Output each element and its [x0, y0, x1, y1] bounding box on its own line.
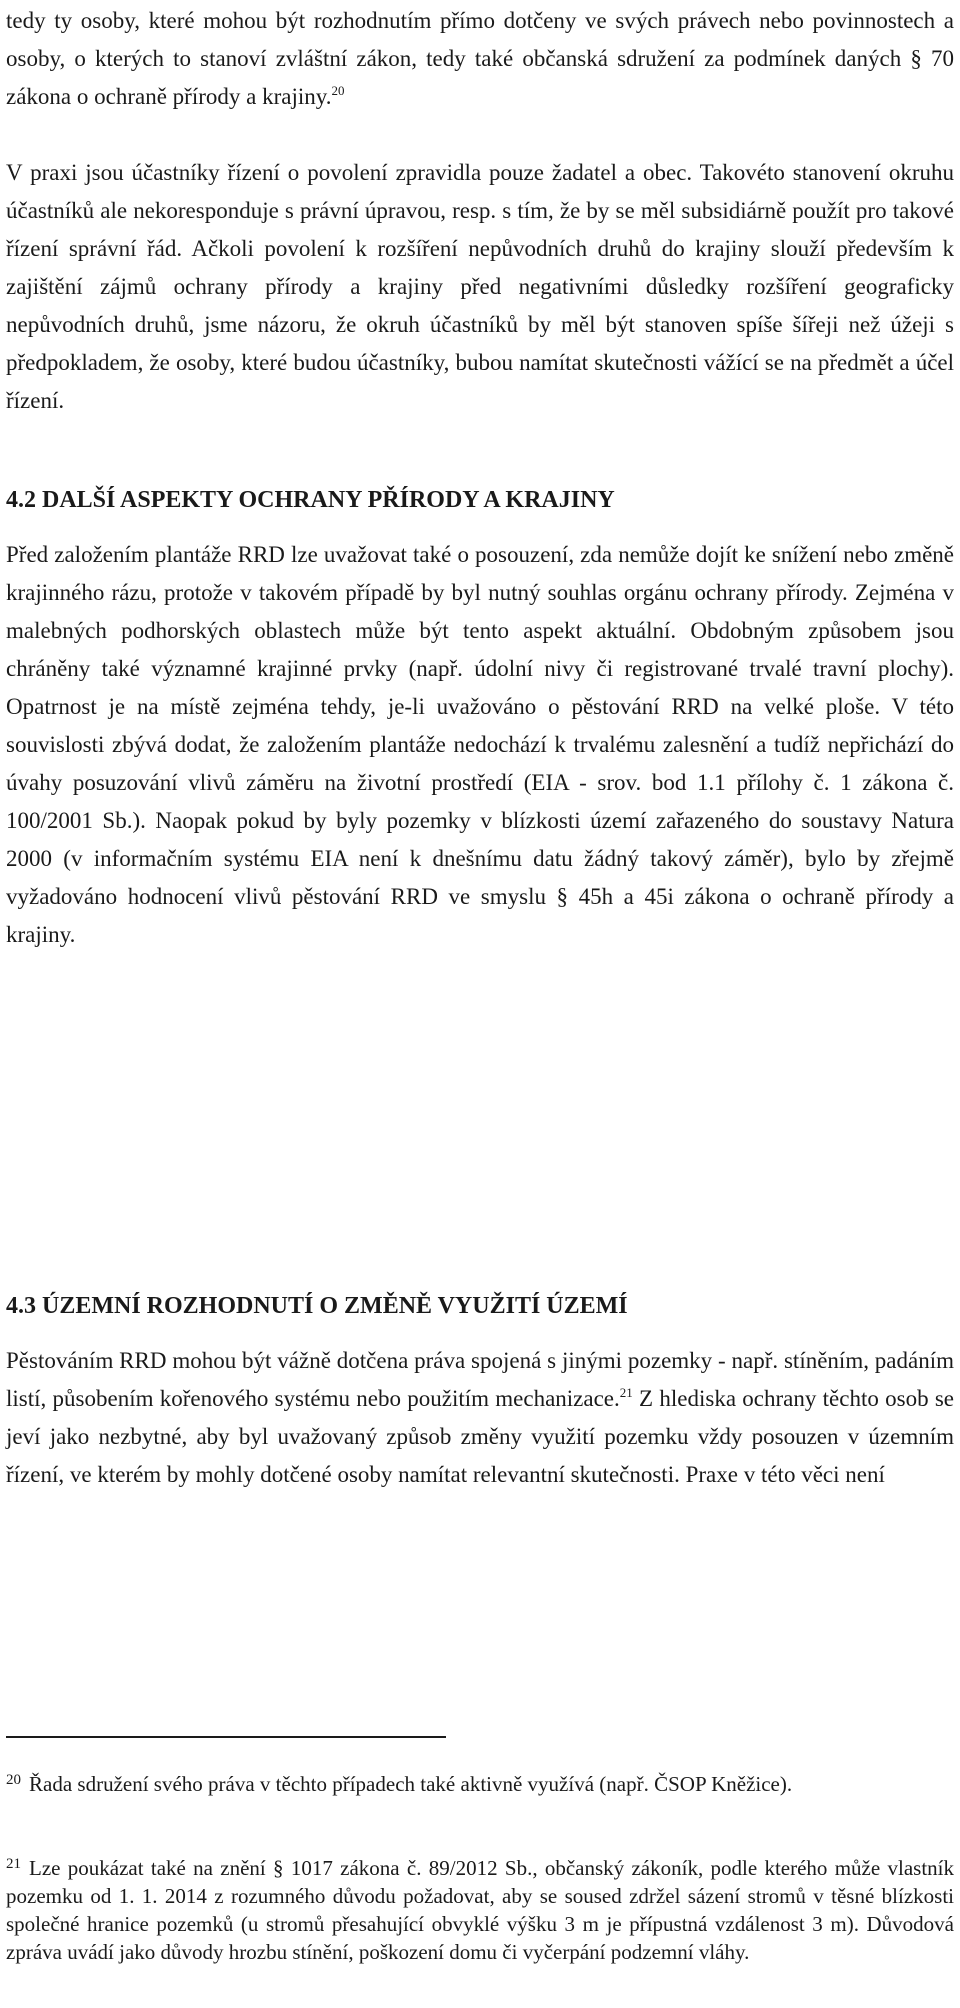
- footnote-ref-20[interactable]: 20: [331, 83, 345, 98]
- footnote-ref-21[interactable]: 21: [619, 1385, 633, 1400]
- paragraph-text: Pěstováním RRD mohou být vážně dotčena práva spojená s jinými pozemky - např. stíněním, padáním listí, působením kořenového systému nebo použitím mechanizace.: [6, 1348, 954, 1411]
- paragraph-land-use: [6, 1342, 954, 1494]
- paragraph-text: Z hlediska ochrany těchto osob se jeví jako nezbytné, aby byl uvažovaný způsob změny využití pozemku vždy posouzen v územním řízení, ve kterém by mohly dotčené osoby namítat relevantní skutečnosti. Praxe v této věci není: [6, 1386, 954, 1487]
- paragraph-participants: [6, 2, 954, 116]
- footnote-number: 21: [6, 1856, 21, 1872]
- footnote-separator: [6, 1736, 446, 1738]
- footnote-21: [6, 1850, 954, 1966]
- paragraph-practice: V praxi jsou účastníky řízení o povolení zpravidla pouze žadatel a obec. Takovéto stanovení okruhu účastníků ale nekoresponduje s právní úpravou, resp. s tím, že by se měl subsidiárně použít pro takové řízení správní řád. Ačkoli povolení k rozšíření nepůvodních druhů do krajiny slouží především k zajištění zájmů ochrany přírody a krajiny před negativními důsledky rozšíření geograficky nepůvodních druhů, jsme názoru, že okruh účastníků by měl být stanoven spíše šířeji než úžeji s předpokladem, že osoby, které budou účastníky, bubou namítat skutečnosti vážící se na předmět a účel řízení.: [6, 160, 954, 413]
- footnote-text: Řada sdružení svého práva v těchto případech také aktivně využívá (např. ČSOP Kněžice).: [29, 1772, 793, 1796]
- paragraph-text: tedy ty osoby, které mohou být rozhodnutím přímo dotčeny ve svých právech nebo povinnostech a osoby, o kterých to stanoví zvláštní zákon, tedy také občanská sdružení za podmínek daných § 70 zákona o ochraně přírody a krajiny.: [6, 8, 954, 109]
- paragraph-nature-aspects: Před založením plantáže RRD lze uvažovat také o posouzení, zda nemůže dojít ke snížení nebo změně krajinného rázu, protože v takovém případě by byl nutný souhlas orgánu ochrany přírody. Zejména v malebných podhorských oblastech může být tento aspekt aktuální. Obdobným způsobem jsou chráněny také významné krajinné prvky (např. údolní nivy či registrované trvalé travní plochy). Opatrnost je na místě zejména tehdy, je-li uvažováno o pěstování RRD na velké ploše. V této souvislosti zbývá dodat, že založením plantáže nedochází k trvalému zalesnění a tudíž nepřichází do úvahy posuzování vlivů záměru na životní prostředí (EIA - srov. bod 1.1 přílohy č. 1 zákona č. 100/2001 Sb.). Naopak pokud by byly pozemky v blízkosti území zařazeného do soustavy Natura 2000 (v informačním systému EIA není k dnešnímu datu žádný takový záměr), bylo by zřejmě vyžadováno hodnocení vlivů pěstování RRD ve smyslu § 45h a 45i zákona o ochraně přírody a krajiny.: [6, 542, 954, 947]
- footnote-20: [6, 1766, 954, 1798]
- section-heading-4-2: 4.2 DALŠÍ ASPEKTY OCHRANY PŘÍRODY A KRAJINY: [6, 487, 615, 513]
- section-heading-4-3: 4.3 ÚZEMNÍ ROZHODNUTÍ O ZMĚNĚ VYUŽITÍ ÚZEMÍ: [6, 1293, 628, 1319]
- footnote-text: Lze poukázat také na znění § 1017 zákona č. 89/2012 Sb., občanský zákoník, podle kterého může vlastník pozemku od 1. 1. 2014 z rozumného důvodu požadovat, aby se soused zdržel sázení stromů v těsné blízkosti společné hranice pozemků (u stromů přesahující obvyklé výšku 3 m je přípustná vzdálenost 3 m). Důvodová zpráva uvádí jako důvody hrozbu stínění, poškození domu či vyčerpání podzemní vláhy.: [6, 1856, 954, 1964]
- footnote-number: 20: [6, 1772, 21, 1788]
